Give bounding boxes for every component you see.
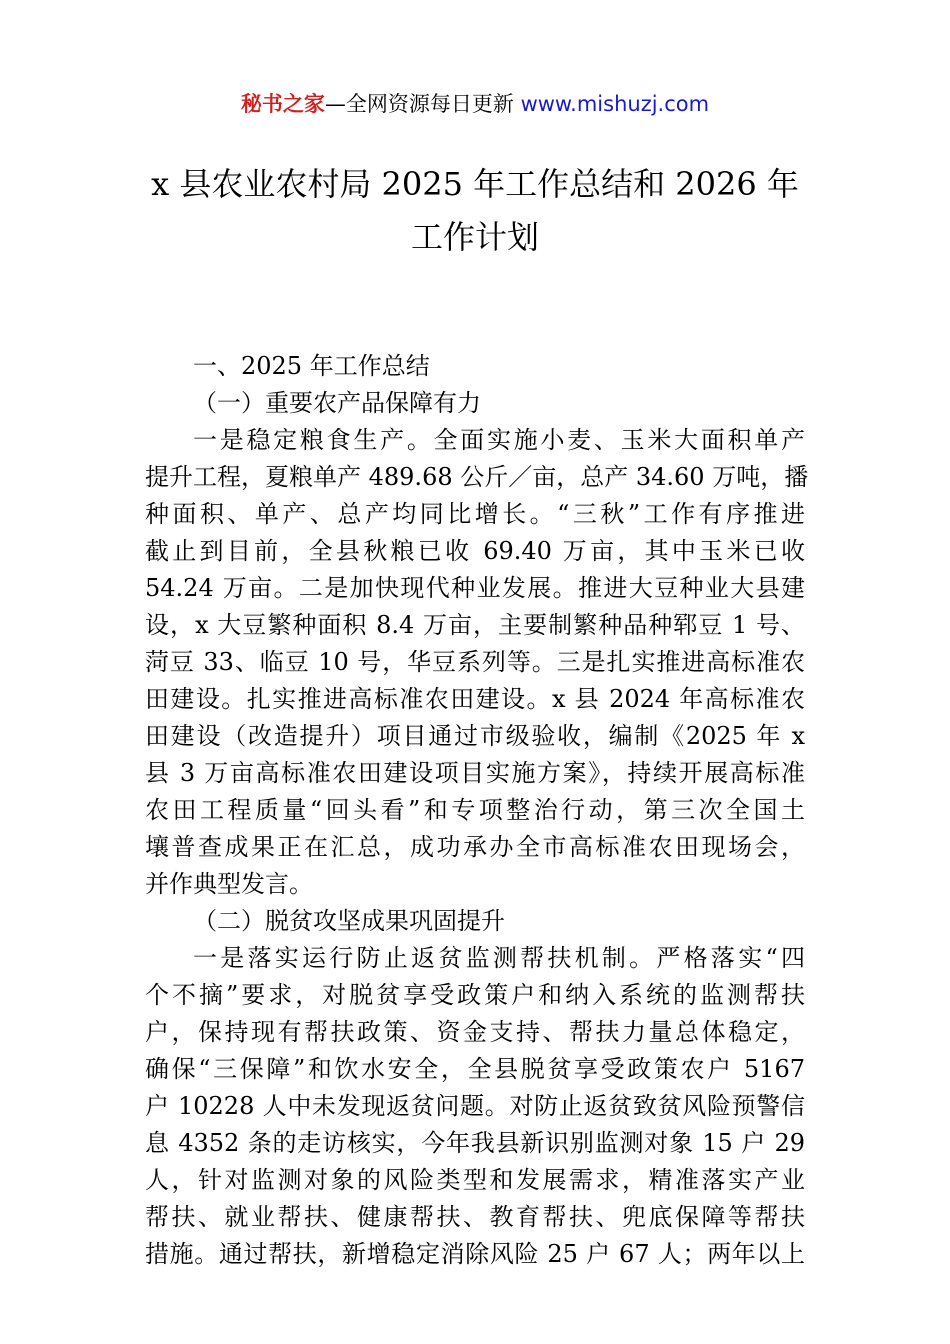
- paragraph-line: 田建设。扎实推进高标准农田建设。x 县 2024 年高标准农: [145, 685, 805, 713]
- paragraph-line: 户 10228 人中未发现返贫问题。对防止返贫致贫风险预警信: [145, 1092, 805, 1120]
- title-line-1: x 县农业农村局 2025 年工作总结和 2026 年: [151, 165, 799, 203]
- paragraph-line: 菏豆 33、临豆 10 号，华豆系列等。三是扎实推进高标准农: [145, 648, 805, 676]
- document-title: [100, 158, 850, 264]
- paragraph-line: 措施。通过帮扶，新增稳定消除风险 25 户 67 人；两年以上: [145, 1240, 805, 1268]
- paragraph-line: 县 3 万亩高标准农田建设项目实施方案》，持续开展高标准: [145, 759, 805, 787]
- paragraph-line: 确保“三保障”和饮水安全，全县脱贫享受政策农户 5167: [145, 1055, 805, 1083]
- site-tagline: —全网资源每日更新: [324, 92, 521, 116]
- subsection-heading-2: （二）脱贫攻坚成果巩固提升: [193, 907, 505, 935]
- paragraph-line: 设，x 大豆繁种面积 8.4 万亩，主要制繁种品种郓豆 1 号、: [145, 611, 805, 639]
- document-body: [145, 348, 809, 1273]
- site-brand: 秘书之家: [240, 92, 325, 116]
- paragraph-line: 个不摘”要求，对脱贫享受政策户和纳入系统的监测帮扶: [145, 981, 805, 1009]
- paragraph-line: 人，针对监测对象的风险类型和发展需求，精准落实产业: [145, 1166, 805, 1194]
- paragraph-line: 帮扶、就业帮扶、健康帮扶、教育帮扶、兜底保障等帮扶: [145, 1203, 805, 1231]
- paragraph-line: 提升工程，夏粮单产 489.68 公斤／亩，总产 34.60 万吨，播: [145, 463, 809, 491]
- paragraph-line: 田建设（改造提升）项目通过市级验收，编制《2025 年 x: [145, 722, 805, 750]
- subsection-heading-1: （一）重要农产品保障有力: [193, 389, 481, 417]
- section-heading: 一、2025 年工作总结: [193, 352, 430, 380]
- paragraph-line: 户，保持现有帮扶政策、资金支持、帮扶力量总体稳定，: [145, 1018, 805, 1046]
- paragraph-line: 农田工程质量“回头看”和专项整治行动，第三次全国土: [145, 796, 805, 824]
- paragraph-line: 并作典型发言。: [145, 870, 313, 898]
- paragraph-line: 壤普查成果正在汇总，成功承办全市高标准农田现场会，: [145, 833, 805, 861]
- site-header: [0, 88, 950, 120]
- title-line-2: 工作计划: [410, 218, 539, 256]
- paragraph-line: 截止到目前，全县秋粮已收 69.40 万亩，其中玉米已收: [145, 537, 805, 565]
- paragraph-line: 一是稳定粮食生产。全面实施小麦、玉米大面积单产: [193, 426, 805, 454]
- paragraph-line: 息 4352 条的走访核实，今年我县新识别监测对象 15 户 29: [145, 1129, 805, 1157]
- paragraph-line: 一是落实运行防止返贫监测帮扶机制。严格落实“四: [193, 944, 805, 972]
- paragraph-line: 54.24 万亩。二是加快现代种业发展。推进大豆种业大县建: [145, 574, 805, 602]
- paragraph-line: 种面积、单产、总产均同比增长。“三秋”工作有序推进: [145, 500, 805, 528]
- site-url: www.mishuzj.com: [520, 92, 710, 116]
